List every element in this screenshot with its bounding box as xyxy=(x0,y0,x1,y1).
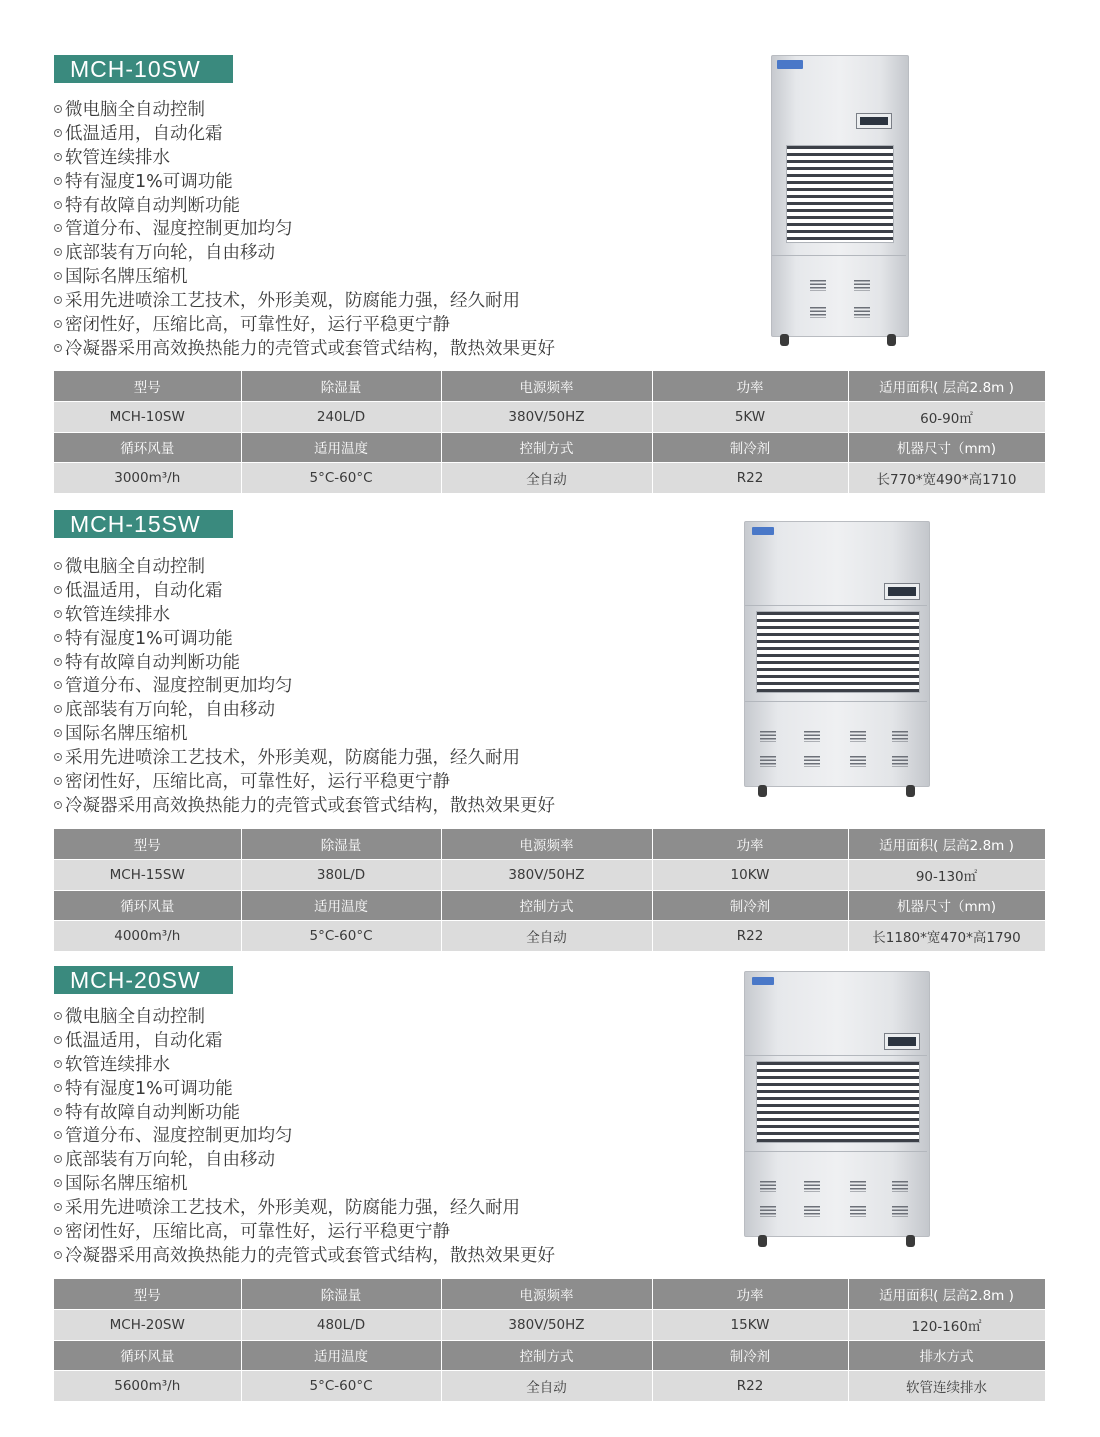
bullet-circle-icon xyxy=(54,177,62,185)
dehumidifier-product-image xyxy=(768,55,910,350)
model-badge: MCH-20SW xyxy=(54,966,233,994)
bullet-circle-icon xyxy=(54,705,62,713)
vent-icon xyxy=(892,731,908,742)
spec-header: 循环风量 xyxy=(54,1340,241,1371)
bullet-circle-icon xyxy=(54,1036,62,1044)
bullet-circle-icon xyxy=(54,1203,62,1211)
feature-list xyxy=(54,556,555,819)
feature-item: 特有湿度1%可调功能 xyxy=(54,1078,555,1102)
spec-cell: 10KW xyxy=(652,859,848,890)
feature-item: 低温适用，自动化霜 xyxy=(54,1030,555,1054)
spec-cell: 全自动 xyxy=(441,1371,652,1402)
feature-item: 国际名牌压缩机 xyxy=(54,723,555,747)
brand-logo-icon xyxy=(777,60,803,69)
bullet-circle-icon xyxy=(54,105,62,113)
spec-header: 除湿量 xyxy=(241,829,441,859)
vent-icon xyxy=(854,307,870,318)
bullet-circle-icon xyxy=(54,1108,62,1116)
spec-header-row xyxy=(54,890,1045,921)
bullet-circle-icon xyxy=(54,801,62,809)
spec-header: 制冷剂 xyxy=(652,1340,848,1371)
vent-icon xyxy=(760,1181,776,1192)
air-grille xyxy=(756,1061,920,1143)
bullet-circle-icon xyxy=(54,1084,62,1092)
vent-icon xyxy=(850,1181,866,1192)
spec-value-row xyxy=(54,1371,1045,1402)
feature-item: 微电脑全自动控制 xyxy=(54,556,555,580)
spec-header: 型号 xyxy=(54,829,241,859)
spec-cell: 软管连续排水 xyxy=(848,1371,1045,1402)
spec-header: 控制方式 xyxy=(441,432,652,463)
spec-header: 适用温度 xyxy=(241,1340,441,1371)
vent-icon xyxy=(850,731,866,742)
vent-icon xyxy=(804,1181,820,1192)
spec-table xyxy=(54,829,1046,952)
bullet-circle-icon xyxy=(54,1179,62,1187)
vent-icon xyxy=(804,1206,820,1217)
wheel-icon xyxy=(758,785,767,797)
spec-header: 功率 xyxy=(652,1279,848,1309)
spec-header: 适用温度 xyxy=(241,432,441,463)
feature-item: 特有故障自动判断功能 xyxy=(54,652,555,676)
spec-header-row xyxy=(54,1279,1045,1309)
bullet-circle-icon xyxy=(54,729,62,737)
feature-item: 管道分布、湿度控制更加均匀 xyxy=(54,675,555,699)
vent-icon xyxy=(760,756,776,767)
spec-cell: MCH-10SW xyxy=(54,401,241,432)
vent-icon xyxy=(804,731,820,742)
bullet-circle-icon xyxy=(54,777,62,785)
spec-header-row xyxy=(54,829,1045,859)
feature-item: 密闭性好，压缩比高，可靠性好，运行平稳更宁静 xyxy=(54,1221,555,1245)
bullet-circle-icon xyxy=(54,1131,62,1139)
spec-header: 除湿量 xyxy=(241,371,441,401)
spec-cell: 3000m³/h xyxy=(54,463,241,494)
feature-item: 密闭性好，压缩比高，可靠性好，运行平稳更宁静 xyxy=(54,771,555,795)
spec-cell: 480L/D xyxy=(241,1309,441,1340)
spec-header: 电源频率 xyxy=(441,1279,652,1309)
bullet-circle-icon xyxy=(54,224,62,232)
spec-header: 适用温度 xyxy=(241,890,441,921)
vent-icon xyxy=(892,1181,908,1192)
spec-cell: 全自动 xyxy=(441,921,652,952)
wheel-icon xyxy=(758,1235,767,1247)
spec-header: 控制方式 xyxy=(441,890,652,921)
spec-cell: MCH-15SW xyxy=(54,859,241,890)
spec-cell: 4000m³/h xyxy=(54,921,241,952)
bullet-circle-icon xyxy=(54,201,62,209)
spec-header: 机器尺寸（mm) xyxy=(848,890,1045,921)
feature-item: 底部装有万向轮，自由移动 xyxy=(54,1149,555,1173)
air-grille xyxy=(756,611,920,693)
spec-header-row xyxy=(54,1340,1045,1371)
bullet-circle-icon xyxy=(54,344,62,352)
control-panel xyxy=(856,113,892,129)
vent-icon xyxy=(892,756,908,767)
bullet-circle-icon xyxy=(54,586,62,594)
spec-header: 功率 xyxy=(652,371,848,401)
bullet-circle-icon xyxy=(54,248,62,256)
spec-header: 控制方式 xyxy=(441,1340,652,1371)
spec-cell: 5°C-60°C xyxy=(241,463,441,494)
feature-item: 特有湿度1%可调功能 xyxy=(54,171,555,195)
spec-cell: 380V/50HZ xyxy=(441,859,652,890)
feature-item: 低温适用，自动化霜 xyxy=(54,123,555,147)
bullet-circle-icon xyxy=(54,320,62,328)
vent-icon xyxy=(892,1206,908,1217)
spec-header: 功率 xyxy=(652,829,848,859)
feature-item: 特有故障自动判断功能 xyxy=(54,1102,555,1126)
spec-value-row xyxy=(54,921,1045,952)
spec-cell: MCH-20SW xyxy=(54,1309,241,1340)
vent-icon xyxy=(760,1206,776,1217)
vent-icon xyxy=(804,756,820,767)
spec-cell: 长1180*宽470*高1790 xyxy=(848,921,1045,952)
spec-cell: 60-90㎡ xyxy=(848,401,1045,432)
feature-item: 微电脑全自动控制 xyxy=(54,1006,555,1030)
spec-header: 制冷剂 xyxy=(652,890,848,921)
wheel-icon xyxy=(887,334,896,346)
feature-item: 特有湿度1%可调功能 xyxy=(54,628,555,652)
spec-cell: 380L/D xyxy=(241,859,441,890)
bullet-circle-icon xyxy=(54,562,62,570)
spec-cell: R22 xyxy=(652,921,848,952)
spec-header: 适用面积( 层高2.8m ) xyxy=(848,371,1045,401)
bullet-circle-icon xyxy=(54,1060,62,1068)
spec-cell: 5600m³/h xyxy=(54,1371,241,1402)
model-badge: MCH-10SW xyxy=(54,55,233,83)
spec-header: 制冷剂 xyxy=(652,432,848,463)
feature-item: 底部装有万向轮，自由移动 xyxy=(54,699,555,723)
spec-cell: R22 xyxy=(652,1371,848,1402)
bullet-circle-icon xyxy=(54,753,62,761)
spec-cell: 15KW xyxy=(652,1309,848,1340)
spec-value-row xyxy=(54,463,1045,494)
spec-cell: 90-130㎡ xyxy=(848,859,1045,890)
spec-header: 机器尺寸（mm) xyxy=(848,432,1045,463)
spec-header: 循环风量 xyxy=(54,432,241,463)
spec-header: 适用面积( 层高2.8m ) xyxy=(848,829,1045,859)
feature-item: 国际名牌压缩机 xyxy=(54,266,555,290)
wheel-icon xyxy=(906,785,915,797)
vent-icon xyxy=(810,280,826,291)
feature-item: 软管连续排水 xyxy=(54,1054,555,1078)
wheel-icon xyxy=(780,334,789,346)
spec-cell: 5°C-60°C xyxy=(241,921,441,952)
spec-header-row xyxy=(54,371,1045,401)
feature-item: 采用先进喷涂工艺技术，外形美观，防腐能力强，经久耐用 xyxy=(54,1197,555,1221)
spec-header: 循环风量 xyxy=(54,890,241,921)
feature-item: 冷凝器采用高效换热能力的壳管式或套管式结构，散热效果更好 xyxy=(54,1245,555,1269)
wheel-icon xyxy=(906,1235,915,1247)
spec-header: 电源频率 xyxy=(441,371,652,401)
vent-icon xyxy=(760,731,776,742)
feature-list xyxy=(54,1006,555,1269)
feature-item: 特有故障自动判断功能 xyxy=(54,195,555,219)
bullet-circle-icon xyxy=(54,129,62,137)
spec-header: 型号 xyxy=(54,371,241,401)
feature-item: 管道分布、湿度控制更加均匀 xyxy=(54,218,555,242)
feature-item: 国际名牌压缩机 xyxy=(54,1173,555,1197)
bullet-circle-icon xyxy=(54,1227,62,1235)
spec-cell: 380V/50HZ xyxy=(441,1309,652,1340)
feature-item: 微电脑全自动控制 xyxy=(54,99,555,123)
dehumidifier-product-image xyxy=(744,971,930,1249)
bullet-circle-icon xyxy=(54,634,62,642)
vent-icon xyxy=(850,756,866,767)
spec-cell: 380V/50HZ xyxy=(441,401,652,432)
spec-cell: 120-160㎡ xyxy=(848,1309,1045,1340)
bullet-circle-icon xyxy=(54,272,62,280)
bullet-circle-icon xyxy=(54,1155,62,1163)
bullet-circle-icon xyxy=(54,610,62,618)
bullet-circle-icon xyxy=(54,681,62,689)
spec-cell: 5KW xyxy=(652,401,848,432)
vent-icon xyxy=(854,280,870,291)
feature-item: 冷凝器采用高效换热能力的壳管式或套管式结构，散热效果更好 xyxy=(54,795,555,819)
feature-item: 冷凝器采用高效换热能力的壳管式或套管式结构，散热效果更好 xyxy=(54,338,555,362)
spec-value-row xyxy=(54,859,1045,890)
spec-cell: 长770*宽490*高1710 xyxy=(848,463,1045,494)
spec-header: 适用面积( 层高2.8m ) xyxy=(848,1279,1045,1309)
spec-cell: 全自动 xyxy=(441,463,652,494)
control-panel xyxy=(884,1033,920,1050)
spec-value-row xyxy=(54,401,1045,432)
vent-icon xyxy=(850,1206,866,1217)
feature-item: 低温适用，自动化霜 xyxy=(54,580,555,604)
spec-header: 除湿量 xyxy=(241,1279,441,1309)
bullet-circle-icon xyxy=(54,153,62,161)
spec-table xyxy=(54,371,1046,494)
spec-header: 型号 xyxy=(54,1279,241,1309)
bullet-circle-icon xyxy=(54,1251,62,1259)
control-panel xyxy=(884,583,920,600)
vent-icon xyxy=(810,307,826,318)
spec-cell: 5°C-60°C xyxy=(241,1371,441,1402)
spec-header: 电源频率 xyxy=(441,829,652,859)
spec-cell: 240L/D xyxy=(241,401,441,432)
feature-item: 密闭性好，压缩比高，可靠性好，运行平稳更宁静 xyxy=(54,314,555,338)
feature-item: 软管连续排水 xyxy=(54,604,555,628)
feature-item: 采用先进喷涂工艺技术，外形美观，防腐能力强，经久耐用 xyxy=(54,290,555,314)
spec-header: 排水方式 xyxy=(848,1340,1045,1371)
bullet-circle-icon xyxy=(54,658,62,666)
spec-table xyxy=(54,1279,1046,1402)
brand-logo-icon xyxy=(752,527,774,535)
bullet-circle-icon xyxy=(54,296,62,304)
brand-logo-icon xyxy=(752,977,774,985)
spec-cell: R22 xyxy=(652,463,848,494)
bullet-circle-icon xyxy=(54,1012,62,1020)
feature-item: 采用先进喷涂工艺技术，外形美观，防腐能力强，经久耐用 xyxy=(54,747,555,771)
feature-list xyxy=(54,99,555,362)
dehumidifier-product-image xyxy=(744,521,930,799)
feature-item: 管道分布、湿度控制更加均匀 xyxy=(54,1125,555,1149)
spec-header-row xyxy=(54,432,1045,463)
model-badge: MCH-15SW xyxy=(54,510,233,538)
feature-item: 软管连续排水 xyxy=(54,147,555,171)
spec-value-row xyxy=(54,1309,1045,1340)
air-grille xyxy=(786,145,894,243)
feature-item: 底部装有万向轮，自由移动 xyxy=(54,242,555,266)
